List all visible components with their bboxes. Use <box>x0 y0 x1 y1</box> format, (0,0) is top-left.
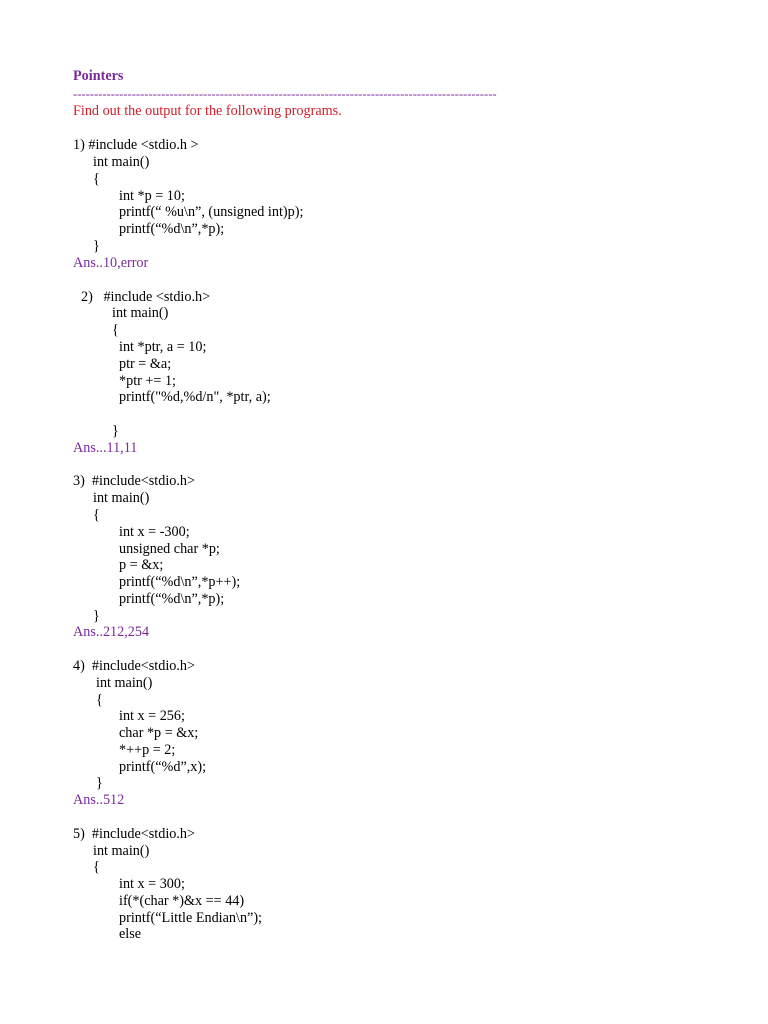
code-line: } <box>96 775 103 791</box>
code-line: if(*(char *)&x == 44) <box>119 893 245 909</box>
code-line: printf(“%d\n”,*p); <box>119 591 225 607</box>
code-line: *++p = 2; <box>119 742 176 758</box>
code-line: printf(“%d\n”,*p++); <box>119 574 241 590</box>
code-line: char *p = &x; <box>119 725 199 741</box>
code-line: int *p = 10; <box>119 188 185 204</box>
code-line: { <box>96 692 103 708</box>
code-line: int main() <box>96 675 153 691</box>
code-line: } <box>93 238 100 254</box>
code-line: 4) #include<stdio.h> <box>73 658 196 674</box>
code-line: p = &x; <box>119 557 164 573</box>
code-line: printf(“%d\n”,*p); <box>119 221 225 237</box>
page-title: Pointers <box>73 68 124 84</box>
code-line: int x = 300; <box>119 876 185 892</box>
code-line: } <box>93 608 100 624</box>
code-line: { <box>93 507 100 523</box>
answer-1: Ans..10,error <box>73 255 149 271</box>
instruction-text: Find out the output for the following programs. <box>73 103 342 119</box>
code-line: int main() <box>112 305 169 321</box>
code-line: int x = -300; <box>119 524 190 540</box>
horizontal-rule: ----------------------------------------------------------------------------------------------------- <box>73 87 497 101</box>
code-line: { <box>93 859 100 875</box>
code-line: 1) #include <stdio.h > <box>73 137 199 153</box>
code-line: printf(“ %u\n”, (unsigned int)p); <box>119 204 304 220</box>
code-line: int *ptr, a = 10; <box>119 339 207 355</box>
code-line: int main() <box>93 490 150 506</box>
code-line: unsigned char *p; <box>119 541 220 557</box>
code-line: 5) #include<stdio.h> <box>73 826 196 842</box>
code-line: } <box>112 423 119 439</box>
code-line: printf(“Little Endian\n”); <box>119 910 263 926</box>
answer-4: Ans..512 <box>73 792 125 808</box>
code-line: ptr = &a; <box>119 356 172 372</box>
code-line: int main() <box>93 154 150 170</box>
code-line: { <box>112 322 119 338</box>
code-line: 3) #include<stdio.h> <box>73 473 196 489</box>
code-line: printf(“%d”,x); <box>119 759 207 775</box>
answer-3: Ans..212,254 <box>73 624 150 640</box>
code-line: int x = 256; <box>119 708 185 724</box>
code-line: { <box>93 171 100 187</box>
code-line: *ptr += 1; <box>119 373 176 389</box>
code-line: int main() <box>93 843 150 859</box>
code-line: else <box>119 926 142 942</box>
code-line: printf("%d,%d/n", *ptr, a); <box>119 389 271 405</box>
code-line: 2) #include <stdio.h> <box>81 289 211 305</box>
answer-2: Ans...11,11 <box>73 440 138 456</box>
